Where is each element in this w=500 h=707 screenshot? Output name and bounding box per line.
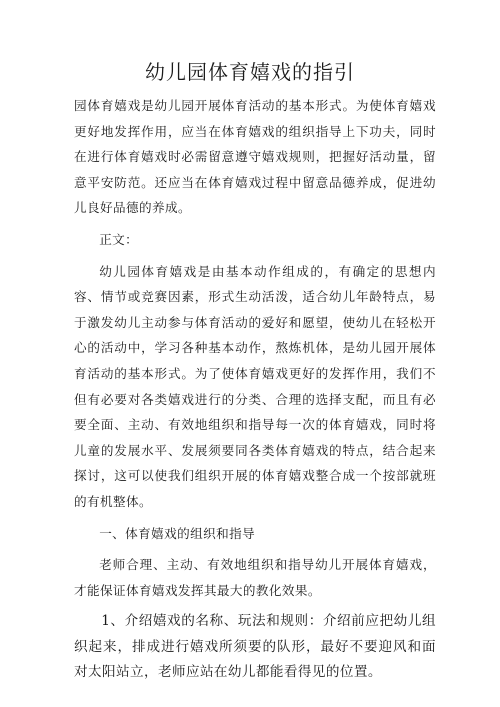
abstract-paragraph: 园体育嬉戏是幼儿园开展体育活动的基本形式。为使体育嬉戏更好地发挥作用，应当在体育嬉戏的组织指导上下功夫，同时在进行体育嬉戏时必需留意遵守嬉戏规则，把握好活动量，留意平安防范。还应当在体育嬉戏过程中留意品德养成，促进幼儿良好品德的养成。 [74,98,436,216]
section-1-heading: 一、体育嬉戏的组织和指导 [99,525,256,541]
document-title: 幼儿园体育嬉戏的指引 [145,60,355,84]
body-heading: 正文： [99,231,139,247]
paragraph-1: 幼儿园体育嬉戏是由基本动作组成的，有确定的思想内容、情节或竞赛因素，形式生动活泼，适合幼儿年龄特点，易于激发幼儿主动参与体育活动的爱好和愿望，使幼儿在轻松开心的活动中，学习各种基本动作，熬炼机体，是幼儿园开展体育活动的基本形式。为了使体育嬉戏更好的发挥作用，我们不但有必要对各类嬉戏进行的分类、合理的选择支配，而且有必要全面、主动、有效地组织和指导每一次的体育嬉戏，同时将儿童的发展水平、发展须要同各类体育嬉戏的特点，结合起来探讨，这可以使我们组织开展的体育嬉戏整合成一个按部就班的有机整体。 [74,263,436,509]
section-1-intro: 老师合理、主动、有效地组织和指导幼儿开展体育嬉戏，才能保证体育嬉戏发挥其最大的教化效果。 [74,557,436,598]
item-1: 1、介绍嬉戏的名称、玩法和规则：介绍前应把幼儿组织起来，排成进行嬉戏所须要的队形，最好不要迎风和面对太阳站立，老师应站在幼儿都能看得见的位置。 [74,613,436,681]
document-body [74,93,436,686]
